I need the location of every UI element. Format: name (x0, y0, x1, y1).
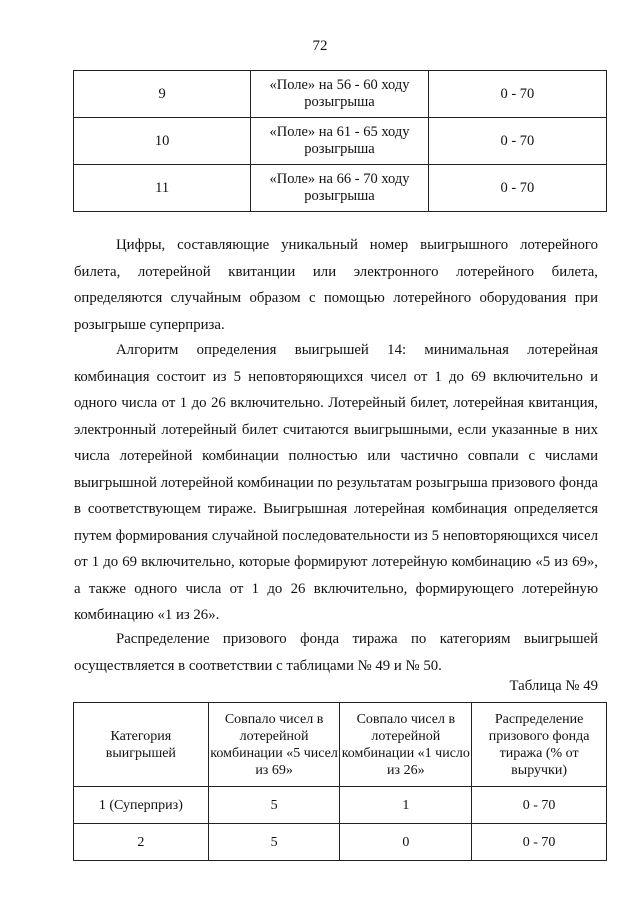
condition-cell (251, 165, 429, 212)
share-cell: 0 - 70 (428, 71, 606, 118)
table-header-row (74, 703, 607, 787)
match-5-cell: 5 (208, 824, 340, 861)
condition-line: розыгрыша (304, 188, 375, 204)
share-cell: 0 - 70 (428, 118, 606, 165)
match-1-cell: 1 (340, 787, 472, 824)
condition-line: «Поле» на 56 - 60 ходу (269, 77, 410, 93)
share-cell: 0 - 70 (472, 787, 607, 824)
category-cell: 1 (Суперприз) (74, 787, 209, 824)
match-1-cell: 0 (340, 824, 472, 861)
winnings-table-continued (73, 70, 607, 212)
paragraph-algorithm (74, 337, 598, 629)
paragraph-text: Распределение призового фонда тиража по категориям выигрышей осуществляется в соответствии с таблицами № 49 и № 50. (74, 631, 598, 674)
category-cell: 10 (74, 118, 251, 165)
category-cell: 11 (74, 165, 251, 212)
paragraph-distribution (74, 626, 598, 679)
condition-line: «Поле» на 66 - 70 ходу (269, 171, 410, 187)
header-category: Категория выигрышей (74, 703, 209, 787)
table-row (74, 824, 607, 861)
table-row (74, 118, 607, 165)
table-caption: Таблица № 49 (509, 678, 598, 694)
table-row (74, 787, 607, 824)
category-cell: 9 (74, 71, 251, 118)
share-cell: 0 - 70 (428, 165, 606, 212)
condition-line: «Поле» на 61 - 65 ходу (269, 124, 410, 140)
paragraph-text: Алгоритм определения выигрышей 14: минимальная лотерейная комбинация состоит из 5 неповторяющихся чисел от 1 до 69 включительно и одного числа от 1 до 26 включительно. Лотерейный билет, лотерейная квитанция, электронный лотерейный билет считаются выигрышными, если указанные в них числа лотерейной комбинации полностью или частично совпали с числами выигрышной лотерейной комбинации по результатам розыгрыша призового фонда в соответствующем тираже. Выигрышная лотерейная комбинация определяется путем формирования случайной последовательности из 5 неповторяющихся чисел от 1 до 69 включительно, которые формируют лотерейную комбинацию «5 из 69», а также одного числа от 1 до 26 включительно, формирующего лотерейную комбинацию «1 из 26». (74, 342, 598, 623)
page-number: 72 (312, 38, 328, 54)
prize-distribution-table (73, 702, 607, 861)
header-distribution: Распределение призового фонда тиража (% от выручки) (472, 703, 607, 787)
condition-cell (251, 118, 429, 165)
table-row (74, 165, 607, 212)
table-row (74, 71, 607, 118)
category-cell: 2 (74, 824, 209, 861)
paragraph-winning-number (74, 232, 598, 338)
share-cell: 0 - 70 (472, 824, 607, 861)
condition-line: розыгрыша (304, 94, 375, 110)
condition-line: розыгрыша (304, 141, 375, 157)
header-match-1-of-26: Совпало чисел в лотерейной комбинации «1 число из 26» (340, 703, 472, 787)
paragraph-text: Цифры, составляющие уникальный номер выигрышного лотерейного билета, лотерейной квитанции или электронного лотерейного билета, определяются случайным образом с помощью лотерейного оборудования при розыгрыше суперприза. (74, 237, 598, 333)
condition-cell (251, 71, 429, 118)
match-5-cell: 5 (208, 787, 340, 824)
header-match-5-of-69: Совпало чисел в лотерейной комбинации «5 чисел из 69» (208, 703, 340, 787)
